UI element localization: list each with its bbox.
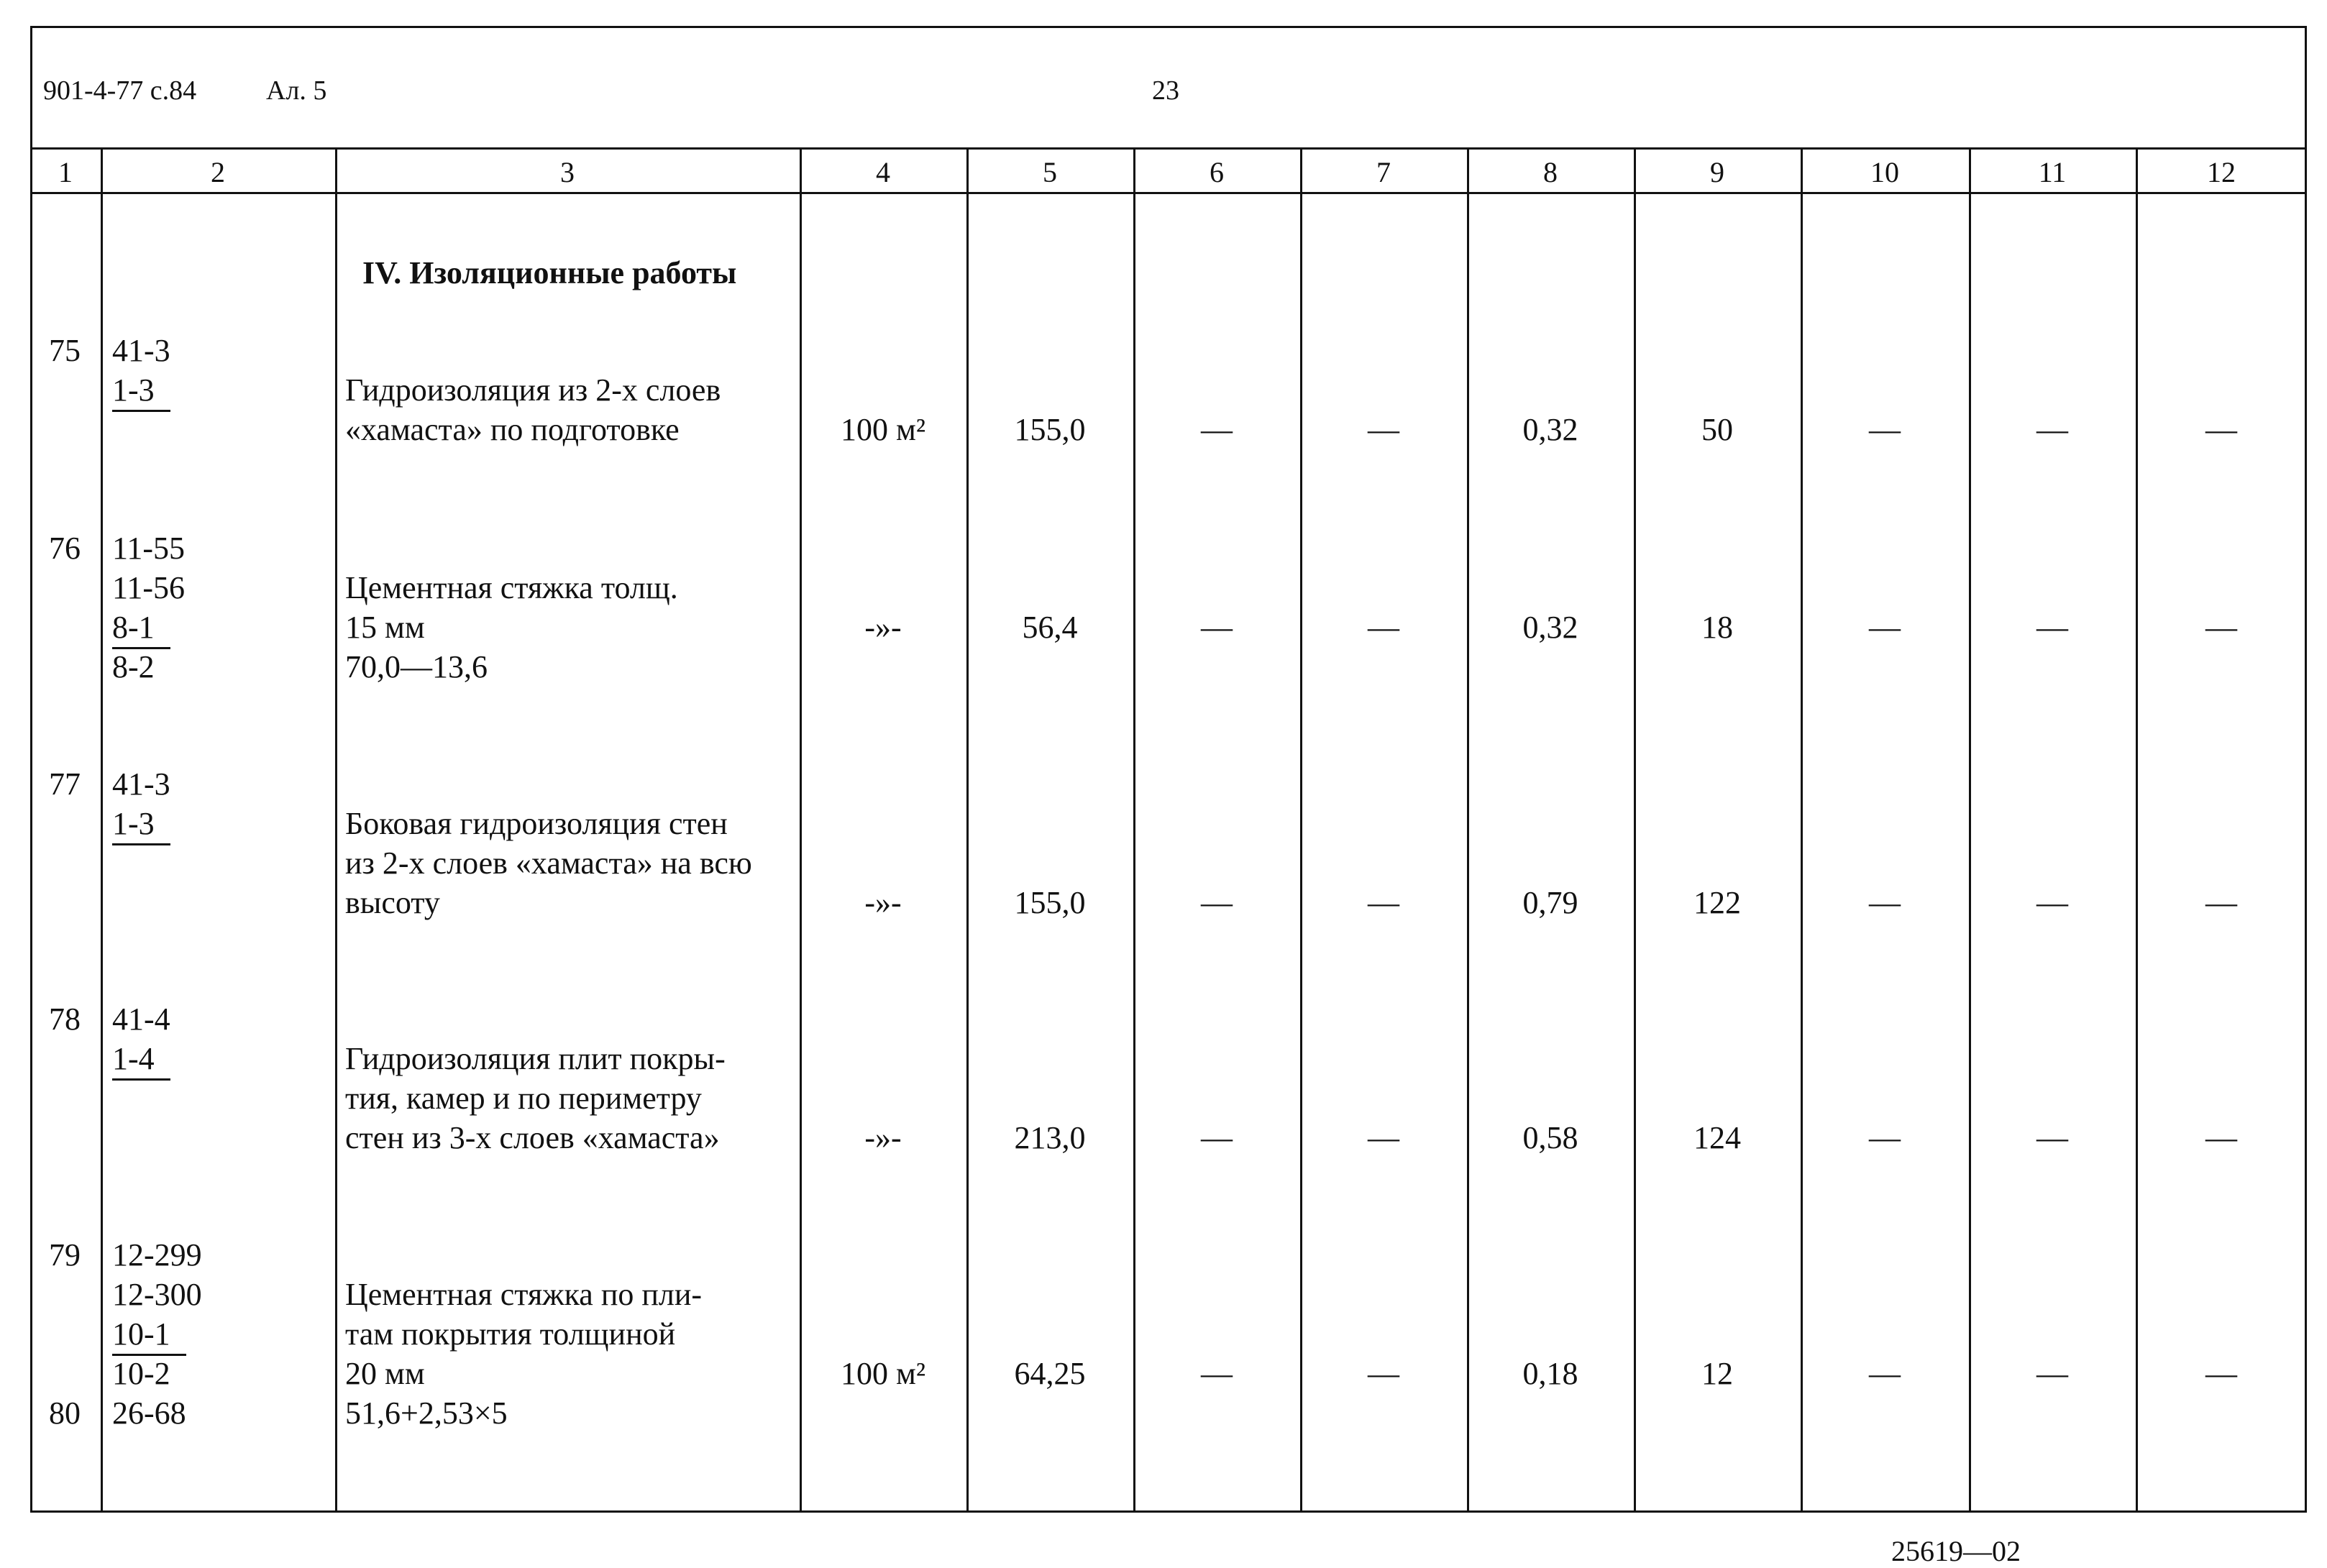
- cell: —: [2205, 885, 2237, 920]
- norm-code: 41-3: [112, 333, 170, 368]
- norm-code: 8-2: [112, 649, 155, 684]
- column-number: 8: [1543, 156, 1558, 188]
- unit: -»-: [864, 1120, 902, 1155]
- column-number: 4: [876, 156, 890, 188]
- quantity: 155,0: [1014, 885, 1086, 920]
- cell: —: [1201, 412, 1233, 447]
- column-divider: [1133, 150, 1135, 1513]
- cell: 0,32: [1522, 610, 1578, 645]
- cell: —: [2205, 412, 2237, 447]
- work-description: там покрытия толщиной: [345, 1316, 676, 1352]
- norm-code: 11-56: [112, 570, 186, 605]
- column-number: 5: [1043, 156, 1057, 188]
- cell: —: [1201, 610, 1233, 645]
- column-number: 9: [1710, 156, 1724, 188]
- cell: —: [1869, 1356, 1901, 1391]
- cell: —: [1368, 412, 1399, 447]
- column-divider: [1467, 150, 1469, 1513]
- row-number: 80: [49, 1395, 81, 1431]
- norm-code: 41-3: [112, 766, 170, 802]
- cell: —: [1869, 610, 1901, 645]
- column-number: 11: [2038, 156, 2067, 188]
- column-divider: [101, 150, 103, 1513]
- column-divider: [800, 150, 802, 1513]
- norm-code-underlined: 1-3: [112, 370, 170, 412]
- document-stamp: 25619—02: [1891, 1535, 2021, 1567]
- quantity: 64,25: [1014, 1356, 1086, 1391]
- work-description: Гидроизоляция из 2-х слоев: [345, 372, 721, 408]
- work-description: 51,6+2,53×5: [345, 1395, 508, 1431]
- cell: —: [2205, 1120, 2237, 1155]
- column-divider: [1969, 150, 1971, 1513]
- row-number: 77: [49, 766, 81, 802]
- norm-code-underlined: 1-4: [112, 1039, 170, 1081]
- column-number: 3: [560, 156, 575, 188]
- row-number: 76: [49, 531, 81, 566]
- cell: —: [1201, 1120, 1233, 1155]
- work-description: 70,0—13,6: [345, 649, 488, 684]
- cell: 0,32: [1522, 412, 1578, 447]
- unit: 100 м²: [840, 412, 926, 447]
- column-number: 10: [1870, 156, 1899, 188]
- document-code: 901-4-77 с.84: [43, 75, 197, 106]
- work-description: 20 мм: [345, 1356, 425, 1391]
- page-number: 23: [1152, 75, 1179, 106]
- column-divider: [1300, 150, 1302, 1513]
- cell: 0,18: [1522, 1356, 1578, 1391]
- work-description: «хамаста» по подготовке: [345, 412, 680, 447]
- norm-code: 41-4: [112, 1001, 170, 1037]
- unit: -»-: [864, 610, 902, 645]
- work-description: высоту: [345, 885, 440, 920]
- cell: —: [1368, 885, 1399, 920]
- cell: 0,79: [1522, 885, 1578, 920]
- cell: —: [1368, 1356, 1399, 1391]
- quantity: 56,4: [1022, 610, 1078, 645]
- cell: 124: [1693, 1120, 1741, 1155]
- cell: —: [1368, 1120, 1399, 1155]
- cell: —: [1368, 610, 1399, 645]
- unit: 100 м²: [840, 1356, 926, 1391]
- column-number: 6: [1210, 156, 1224, 188]
- norm-code: 10-2: [112, 1356, 170, 1391]
- column-divider: [335, 150, 337, 1513]
- norm-code: 12-299: [112, 1237, 202, 1273]
- cell: 18: [1701, 610, 1733, 645]
- work-description: стен из 3-х слоев «хамаста»: [345, 1120, 720, 1155]
- norm-code-underlined: 10-1: [112, 1314, 186, 1356]
- cell: —: [2036, 1356, 2068, 1391]
- norm-code: 11-55: [112, 531, 186, 566]
- work-description: Боковая гидроизоляция стен: [345, 806, 728, 841]
- row-number: 79: [49, 1237, 81, 1273]
- sheet-header: [30, 26, 2307, 150]
- column-divider: [966, 150, 969, 1513]
- cell: —: [1201, 1356, 1233, 1391]
- cell: 0,58: [1522, 1120, 1578, 1155]
- cell: —: [2036, 1120, 2068, 1155]
- work-description: Гидроизоляция плит покры-: [345, 1041, 726, 1076]
- column-divider: [1801, 150, 1803, 1513]
- sheet-number: Ал. 5: [266, 75, 327, 106]
- cell: 122: [1693, 885, 1741, 920]
- cell: 12: [1701, 1356, 1733, 1391]
- quantity: 155,0: [1014, 412, 1086, 447]
- row-number: 78: [49, 1001, 81, 1037]
- column-divider: [1634, 150, 1636, 1513]
- work-description: 15 мм: [345, 610, 425, 645]
- column-divider: [2136, 150, 2138, 1513]
- cell: 50: [1701, 412, 1733, 447]
- norm-code-underlined: 8-1: [112, 608, 170, 649]
- section-title: IV. Изоляционные работы: [362, 255, 737, 290]
- norm-code: 26-68: [112, 1395, 186, 1431]
- work-description: тия, камер и по периметру: [345, 1081, 702, 1116]
- column-number: 12: [2207, 156, 2236, 188]
- column-number: 7: [1376, 156, 1391, 188]
- cell: —: [1869, 412, 1901, 447]
- cell: —: [2205, 1356, 2237, 1391]
- cell: —: [1201, 885, 1233, 920]
- cell: —: [1869, 885, 1901, 920]
- cell: —: [2036, 610, 2068, 645]
- cell: —: [2036, 412, 2068, 447]
- column-number: 2: [211, 156, 225, 188]
- cell: —: [1869, 1120, 1901, 1155]
- work-description: Цементная стяжка по пли-: [345, 1277, 703, 1312]
- cell: —: [2205, 610, 2237, 645]
- quantity: 213,0: [1014, 1120, 1086, 1155]
- work-description: из 2-х слоев «хамаста» на всю: [345, 845, 752, 881]
- column-number: 1: [58, 156, 73, 188]
- norm-code: 12-300: [112, 1277, 202, 1312]
- cell: —: [2036, 885, 2068, 920]
- norm-code-underlined: 1-3: [112, 804, 170, 845]
- work-description: Цементная стяжка толщ.: [345, 570, 678, 605]
- row-number: 75: [49, 333, 81, 368]
- unit: -»-: [864, 885, 902, 920]
